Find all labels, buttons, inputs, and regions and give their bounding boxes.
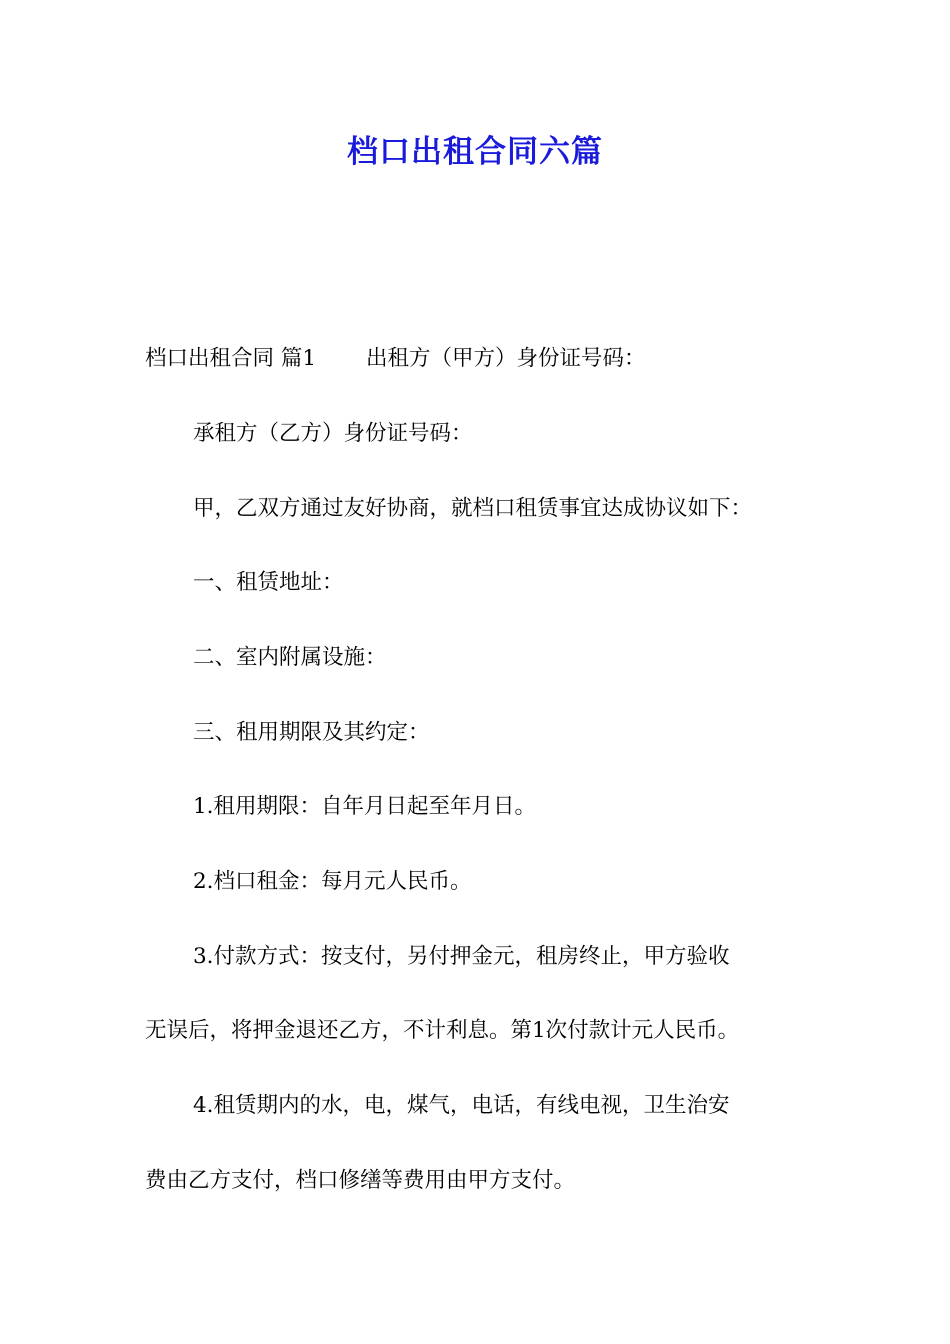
clause-2-facilities: 二、室内附属设施： <box>193 645 387 670</box>
item-1-lease-period: 1.租用期限：自年月日起至年月日。 <box>193 794 537 819</box>
item-4-utilities-continued: 费由乙方支付，档口修缮等费用由甲方支付。 <box>145 1168 576 1193</box>
section-heading: 档口出租合同 篇1 <box>145 346 317 371</box>
item-3-payment-continued: 无误后，将押金退还乙方，不计利息。第1次付款计元人民币。 <box>145 1018 740 1043</box>
agreement-intro: 甲，乙双方通过友好协商，就档口租赁事宜达成协议如下： <box>193 496 753 521</box>
paragraph-heading-line <box>145 343 810 375</box>
clause-3-term: 三、租用期限及其约定： <box>193 720 430 745</box>
lessee-id-line: 承租方（乙方）身份证号码： <box>193 421 473 446</box>
item-4-utilities: 4.租赁期内的水，电，煤气，电话，有线电视，卫生治安 <box>193 1093 730 1118</box>
clause-1-address: 一、租赁地址： <box>193 570 344 595</box>
lessor-id-line: 出租方（甲方）身份证号码： <box>366 346 646 371</box>
document-title: 档口出租合同六篇 <box>347 134 603 170</box>
item-3-payment: 3.付款方式：按支付，另付押金元，租房终止，甲方验收 <box>193 944 730 969</box>
item-2-rent: 2.档口租金：每月元人民币。 <box>193 869 472 894</box>
